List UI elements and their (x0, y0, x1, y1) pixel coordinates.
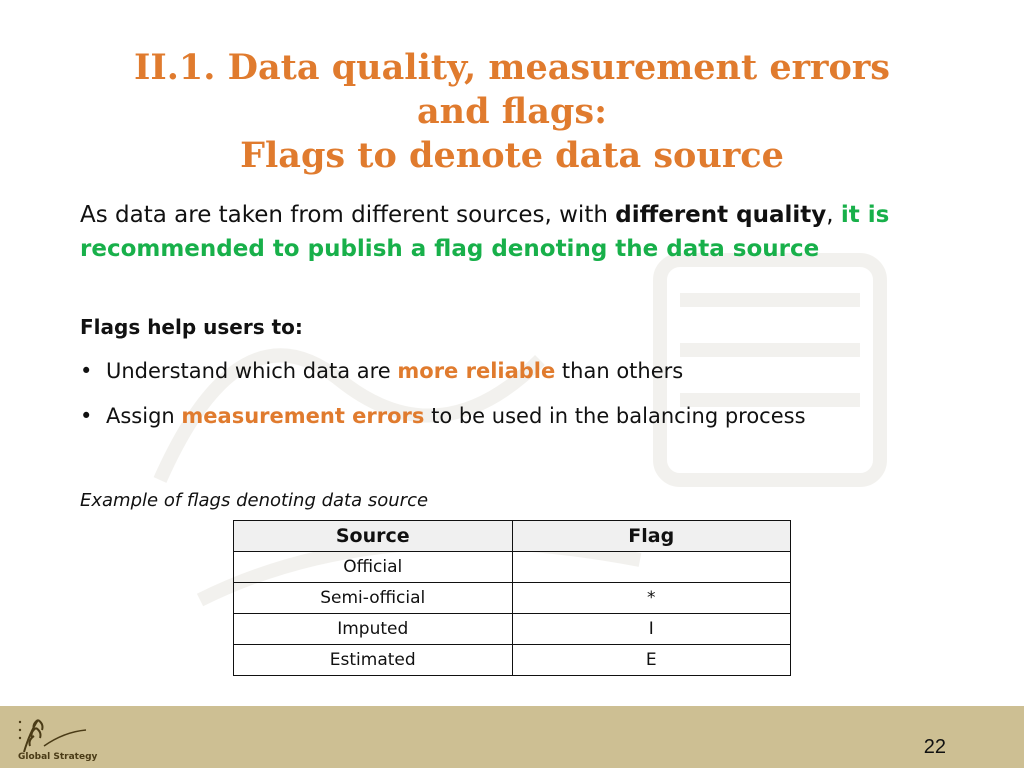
bullet-text: than others (555, 359, 684, 383)
bullet-dot-icon: • (80, 359, 93, 383)
cell-flag: E (512, 645, 791, 676)
table-row (234, 645, 791, 676)
intro-comma: , (826, 202, 841, 228)
slide-title (0, 46, 1024, 178)
bullet-text: to be used in the balancing process (424, 404, 806, 428)
table-row (234, 614, 791, 645)
flags-heading: Flags help users to: (80, 315, 303, 339)
footer-bar (0, 706, 1024, 768)
title-line-2: and flags: (416, 91, 607, 132)
cell-source: Estimated (234, 645, 513, 676)
intro-recommendation: it is recommended to publish a flag denoting the data source (80, 202, 890, 262)
bullet-item (80, 399, 960, 433)
bullet-item (80, 354, 960, 388)
logo-text: Global Strategy (18, 752, 98, 762)
table-header-row (234, 521, 791, 552)
intro-bold: different quality (615, 202, 827, 228)
bullet-highlight: measurement errors (181, 404, 425, 428)
cell-source: Semi-official (234, 583, 513, 614)
title-line-1: II.1. Data quality, measurement errors (133, 47, 890, 88)
page-number: 22 (923, 736, 946, 758)
table-caption: Example of flags denoting data source (80, 490, 429, 511)
intro-text: As data are taken from different sources, with (80, 202, 616, 228)
table-row (234, 552, 791, 583)
bullet-text: Assign (106, 404, 182, 428)
intro-paragraph (80, 198, 960, 266)
bullet-text: Understand which data are (106, 359, 398, 383)
table-row (234, 583, 791, 614)
header-source: Source (234, 521, 513, 552)
cell-flag (512, 552, 791, 583)
bullet-highlight: more reliable (397, 359, 556, 383)
cell-source: Official (234, 552, 513, 583)
title-line-3: Flags to denote data source (240, 135, 784, 176)
flags-table (233, 520, 791, 676)
cell-flag: * (512, 583, 791, 614)
cell-source: Imputed (234, 614, 513, 645)
bullet-list (80, 354, 960, 444)
bullet-dot-icon: • (80, 404, 93, 428)
header-flag: Flag (512, 521, 791, 552)
cell-flag: I (512, 614, 791, 645)
